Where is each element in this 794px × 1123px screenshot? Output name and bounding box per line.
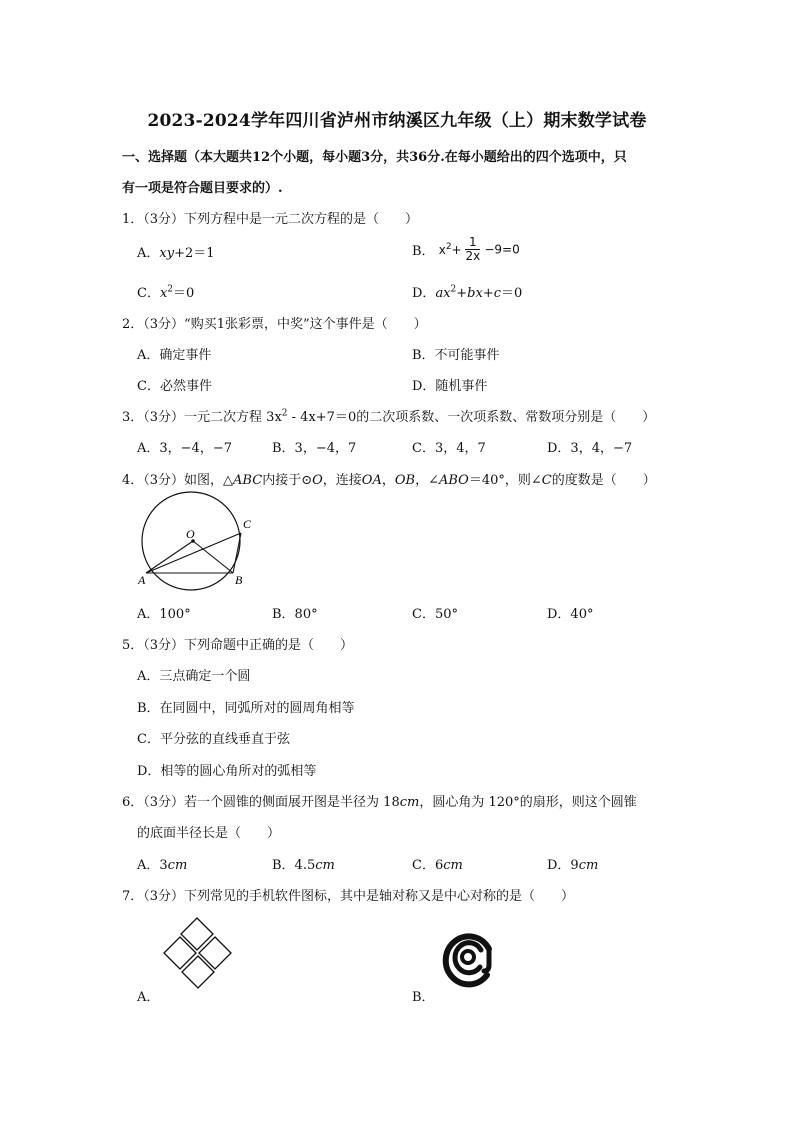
- option-text: C．6: [412, 858, 444, 873]
- math-var: c: [493, 286, 502, 301]
- label-a: A: [138, 573, 146, 587]
- unit: cm: [578, 858, 599, 873]
- question-1-stem: 1．（3分）下列方程中是一元二次方程的是（ ）: [122, 212, 419, 227]
- question-6-option-b[interactable]: [272, 854, 335, 873]
- option-text: B．4.5: [272, 858, 316, 873]
- question-6-option-c[interactable]: [412, 854, 463, 873]
- math-var: bx: [467, 286, 483, 301]
- stem-text: ，: [381, 473, 395, 488]
- math-text: ＝0: [173, 286, 195, 301]
- question-4-option-b[interactable]: B．80°: [272, 607, 318, 622]
- stem-text: ，∠: [415, 473, 439, 488]
- unit: cm: [315, 858, 335, 873]
- math-var: OA: [361, 473, 382, 488]
- section-header-line2: 有一项是符合题目要求的）.: [122, 181, 283, 196]
- question-3-option-b[interactable]: B．3，−4，7: [272, 441, 357, 456]
- math-sup: 2: [450, 284, 457, 295]
- four-diamonds-icon: [160, 915, 236, 1001]
- math-var: ABC: [233, 473, 263, 488]
- question-1-option-d[interactable]: [412, 282, 522, 301]
- segment-oa: [146, 541, 193, 573]
- unit: cm: [167, 858, 188, 873]
- stem-text: 的度数是（ ）: [551, 473, 656, 488]
- question-4-option-c[interactable]: C．50°: [412, 607, 458, 622]
- option-label: A．: [137, 246, 160, 261]
- math-text: ＝0: [501, 286, 523, 301]
- segment-ob: [193, 541, 233, 573]
- question-4-option-a[interactable]: A．100°: [137, 607, 191, 622]
- label-o: O: [186, 527, 195, 541]
- circle-o: [142, 492, 240, 590]
- question-6-stem-line2: 的底面半径长是（ ）: [137, 826, 281, 841]
- unit: cm: [443, 858, 463, 873]
- question-6-option-d[interactable]: [547, 854, 598, 873]
- math-sup: 2: [445, 241, 452, 252]
- spiral-at-icon: [440, 925, 496, 987]
- math-text: +: [456, 286, 468, 301]
- math-var: x: [159, 286, 168, 301]
- label-b: B: [235, 573, 243, 587]
- question-3-option-a[interactable]: A．3，−4，−7: [137, 441, 232, 456]
- page-title: 2023-2024学年四川省泸州市纳溪区九年级（上）期末数学试卷: [147, 111, 647, 131]
- math-text: −9=0: [484, 242, 520, 257]
- question-7-stem: 7．（3分）下列常见的手机软件图标，其中是轴对称又是中心对称的是（ ）: [122, 889, 575, 904]
- math-var: C: [541, 473, 552, 488]
- fraction-numerator: 1: [465, 236, 480, 250]
- question-5-stem: 5．（3分）下列命题中正确的是（ ）: [122, 638, 354, 653]
- question-2-stem: 2．（3分）“购买1张彩票，中奖”这个事件是（ ）: [122, 317, 427, 332]
- question-3-option-c[interactable]: C．3，4，7: [412, 441, 486, 456]
- fraction: [465, 236, 480, 263]
- option-label: C．: [137, 286, 160, 301]
- question-3-stem: [122, 406, 655, 425]
- question-3-option-d[interactable]: D．3，4，−7: [547, 441, 633, 456]
- stem-text: ，圆心角为 120°的扇形，则这个圆锥: [419, 795, 637, 810]
- math-var: OB: [394, 473, 416, 488]
- question-1-option-a[interactable]: [137, 242, 215, 261]
- unit: cm: [399, 795, 420, 810]
- question-5-option-d[interactable]: D．相等的圆心角所对的弧相等: [137, 764, 317, 779]
- stem-text: 3．（3分）一元二次方程 3x: [122, 410, 282, 425]
- stem-text: 4．（3分）如图，△: [122, 473, 234, 488]
- label-c: C: [243, 517, 252, 531]
- math-text: +2＝1: [174, 246, 215, 261]
- question-5-option-b[interactable]: B．在同圆中，同弧所对的圆周角相等: [137, 701, 355, 716]
- stem-text: ，连接: [322, 473, 362, 488]
- stem-text: 6．（3分）若一个圆锥的侧面展开图是半径为 18: [122, 795, 400, 810]
- question-1-option-b[interactable]: [412, 236, 520, 263]
- math-var: ABO: [438, 473, 469, 488]
- math-text: +: [451, 242, 462, 257]
- question-7-option-b[interactable]: B．: [412, 990, 435, 1005]
- math-sup: 2: [167, 284, 174, 295]
- question-2-option-c[interactable]: C．必然事件: [137, 379, 212, 394]
- option-text: A．3: [137, 858, 168, 873]
- question-5-option-a[interactable]: A．三点确定一个圆: [137, 669, 251, 684]
- math-var: O: [312, 473, 323, 488]
- stem-text: ＝40°，则∠: [468, 473, 542, 488]
- circle-triangle-figure: [130, 495, 260, 590]
- question-6-option-a[interactable]: [137, 854, 187, 873]
- question-7-option-a[interactable]: A．: [137, 990, 160, 1005]
- fraction-denominator: 2x: [465, 249, 481, 263]
- math-var: ax: [435, 286, 451, 301]
- question-4-option-d[interactable]: D．40°: [547, 607, 594, 622]
- stem-text: - 4x+7＝0的二次项系数、一次项系数、常数项分别是（ ）: [287, 410, 656, 425]
- question-4-stem: [122, 469, 656, 488]
- option-label: D．: [412, 286, 436, 301]
- math-var: xy: [159, 246, 175, 261]
- question-1-option-c[interactable]: [137, 282, 194, 301]
- question-5-option-c[interactable]: C．平分弦的直线垂直于弦: [137, 732, 290, 747]
- stem-text: 内接于⊙: [262, 473, 313, 488]
- math-sup: 2: [281, 408, 288, 419]
- question-2-option-d[interactable]: D．随机事件: [412, 379, 488, 394]
- math-text: +: [482, 286, 494, 301]
- option-text: D．9: [547, 858, 579, 873]
- math-var: x: [438, 242, 446, 257]
- question-2-option-b[interactable]: B．不可能事件: [412, 348, 500, 363]
- segment-bc: [233, 533, 241, 573]
- question-6-stem-line1: [122, 791, 637, 810]
- question-2-option-a[interactable]: A．确定事件: [137, 348, 212, 363]
- section-header-line1: 一、选择题（本大题共12个小题，每小题3分，共36分.在每小题给出的四个选项中，只: [122, 150, 627, 165]
- option-label: B．: [412, 244, 435, 259]
